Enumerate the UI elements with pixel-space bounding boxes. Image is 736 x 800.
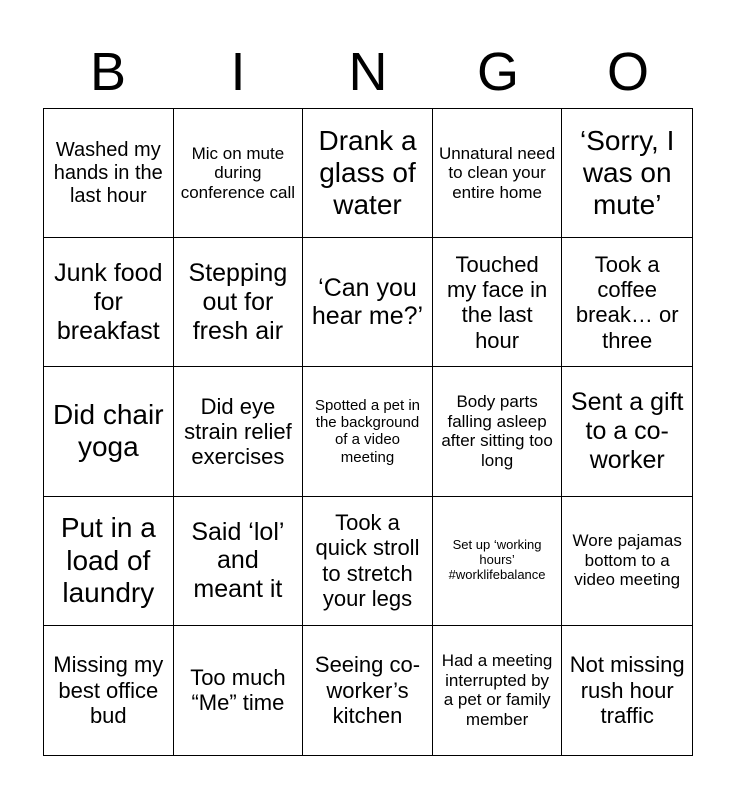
bingo-cell[interactable] [174,367,304,496]
header-letter-b: B [89,42,127,102]
cell-text: ‘Sorry, I was on mute’ [580,124,675,221]
bingo-cell[interactable] [562,626,692,755]
bingo-cell[interactable] [44,109,174,238]
bingo-board [43,108,693,756]
bingo-cell[interactable] [562,238,692,367]
bingo-cell[interactable] [303,238,433,367]
bingo-cell[interactable] [303,109,433,238]
cell-text: Touched my face in the last hour [446,251,548,353]
cell-text: Had a meeting interrupted by a pet or family member [441,651,553,729]
cell-text: Seeing co-worker’s kitchen [314,652,421,729]
cell-text: Set up ‘working hours’ #worklifebalance [448,537,546,583]
bingo-cell[interactable] [44,626,174,755]
bingo-cell[interactable] [303,626,433,755]
bingo-cell[interactable] [433,109,563,238]
bingo-cell[interactable] [174,109,304,238]
cell-text: Washed my hands in the last hour [53,138,163,207]
cell-text: ‘Can you hear me?’ [311,273,424,331]
bingo-cell[interactable] [303,497,433,626]
cell-text: Drank a glass of water [318,124,417,221]
cell-text: Took a quick stroll to stretch your legs [315,510,420,611]
cell-text: Unnatural need to clean your entire home [438,143,556,202]
bingo-cell[interactable] [44,238,174,367]
bingo-cell[interactable] [562,497,692,626]
bingo-cell[interactable] [433,238,563,367]
bingo-cell[interactable] [433,367,563,496]
bingo-header [43,36,693,108]
bingo-cell[interactable] [433,626,563,755]
cell-text: Did eye strain relief exercises [184,393,292,470]
bingo-cell[interactable] [303,367,433,496]
bingo-cell[interactable] [174,626,304,755]
cell-text: Not missing rush hour traffic [569,652,685,729]
cell-text: Body parts falling asleep after sitting too long [441,392,553,471]
cell-text: Took a coffee break… or three [575,251,679,353]
cell-text: Did chair yoga [53,399,164,463]
header-letter-n: N [348,42,388,102]
bingo-cell[interactable] [562,367,692,496]
cell-text: Too much “Me” time [190,665,286,716]
cell-text: Sent a gift to a co-worker [570,388,684,474]
bingo-cell[interactable] [44,497,174,626]
cell-text: Spotted a pet in the background of a video meeting [314,396,421,466]
header-letter-o: O [606,42,649,102]
cell-text: Said ‘lol’ and meant it [191,517,285,604]
cell-text: Missing my best office bud [53,652,164,729]
cell-text: Put in a load of laundry [60,512,156,608]
cell-text: Stepping out for fresh air [188,259,288,345]
header-letter-g: G [476,42,519,102]
header-letter-i: I [230,42,246,102]
bingo-cell[interactable] [174,238,304,367]
bingo-cell[interactable] [433,497,563,626]
bingo-cell[interactable] [562,109,692,238]
cell-text: Wore pajamas bottom to a video meeting [572,531,682,590]
cell-text: Mic on mute during conference call [180,143,296,202]
cell-text: Junk food for breakfast [54,259,163,345]
bingo-cell[interactable] [174,497,304,626]
bingo-cell[interactable] [44,367,174,496]
